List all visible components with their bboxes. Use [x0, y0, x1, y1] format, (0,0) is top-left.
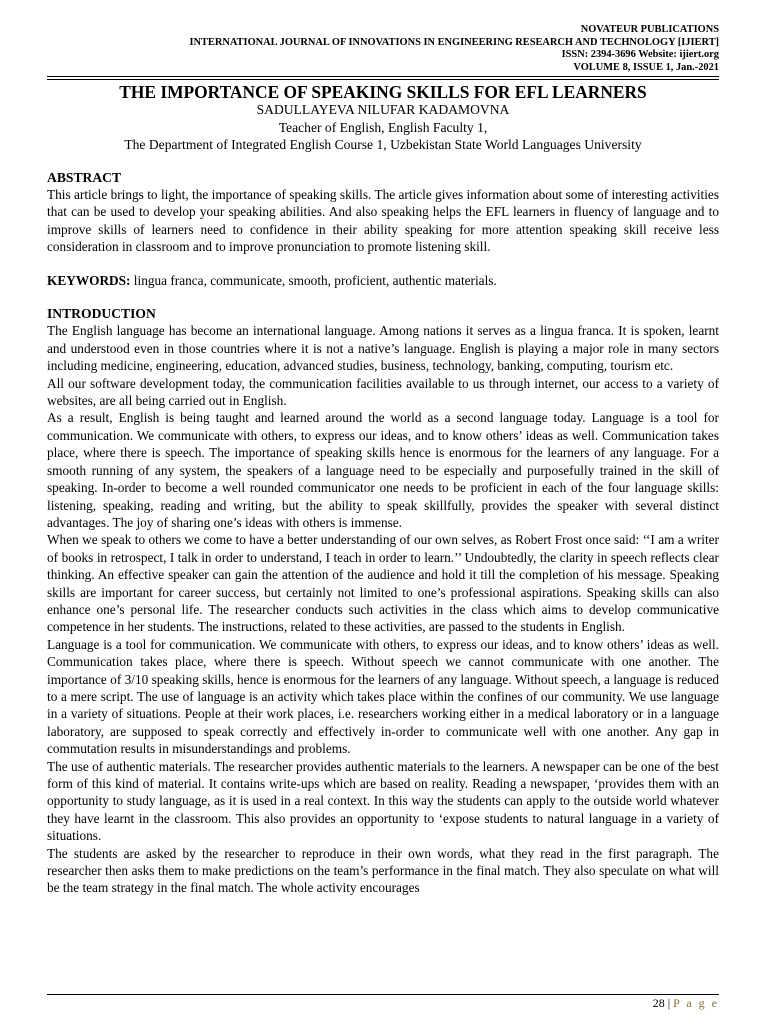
abstract-text: This article brings to light, the importance of speaking skills. The article gives information about some of interesting activities that can be used to develop your speaking abilities. And also speaking helps the EFL learners in fluency of language and to improve skills of learners need to confidence in their ability speaking for more attention speaking skill receive less consideration in classroom and to improve pronunciation to promote listening skill. — [47, 187, 719, 255]
header-rule-thick — [47, 76, 719, 77]
article-title: THE IMPORTANCE OF SPEAKING SKILLS FOR EFL LEARNERS — [119, 82, 647, 103]
author-affiliation-2: The Department of Integrated English Course 1, Uzbekistan State World Languages University — [124, 137, 642, 153]
header-rule-thin — [47, 79, 719, 80]
page-separator: | — [664, 996, 674, 1010]
intro-paragraph: When we speak to others we come to have a better understanding of our own selves, as Robert Frost once said: ‘‘I am a writer of books in retrospect, I talk in order to understand, I teach in order to learn.’’ Undoubtedly, the clarity in speech reflects clear thinking. An effective speaker can gain the attention of the audience and hold it till the completion of his message. Speaking skills are important for career success, but certainly not limited to one’s professional aspirations. Speaking skills can also enhance one’s personal life. The researcher conducts such activities in the class which aims to develop communicative competence in her students. The instructions, related to these activities, are passed to the students in English. — [47, 532, 719, 635]
page — [47, 24, 719, 897]
author-name: SADULLAYEVA NILUFAR KADAMOVNA — [256, 102, 510, 118]
journal-name: INTERNATIONAL JOURNAL OF INNOVATIONS IN ENGINEERING RESEARCH AND TECHNOLOGY [IJIERT] — [189, 36, 719, 48]
introduction-heading: INTRODUCTION — [47, 306, 156, 322]
intro-paragraph: The students are asked by the researcher to reproduce in their own words, what they read in the first paragraph. The researcher then asks them to make predictions on the team’s performance in the final match. They also speculate on what will be the team strategy in the final match. The whole activity encourages — [47, 845, 719, 896]
intro-paragraph: As a result, English is being taught and learned around the world as a second language today. Language is a tool for communication. We communicate with others, to express our ideas, and to know others’ ideas as well. Communication takes place, where there is speech. The importance of speaking skills hence is enormous for the learners of any language. For a smooth running of any system, the speakers of a language need to be especially and purposefully trained in the skill of speaking. In-order to become a well rounded communicator one needs to be proficient in each of the four language skills: listening, speaking, reading and writing, but the ability to speak skillfully, provides the speaker with several distinct advantages. The joy of sharing one’s ideas with others is immense. — [47, 410, 719, 530]
page-number: 28 — [652, 996, 665, 1010]
intro-paragraph: Language is a tool for communication. We communicate with others, to express our ideas, and to know others’ ideas as well. Communication takes place, where there is speech. Without speech we cannot communicate with one another. The importance of 3/10 speaking skills, hence is enormous for the learners of any language. Without speech, a language is reduced to a mere script. The use of language is an activity which takes place within the confines of our community. We use language in a variety of situations. People at their work places, i.e. researchers working either in a medical laboratory or in a language laboratory, are supposed to speak correctly and effectively in-order to communicate well with one another. Any gap in commutation results in misunderstandings and problems. — [47, 636, 719, 757]
keywords-line — [47, 272, 719, 289]
intro-paragraph: All our software development today, the communication facilities available to us through internet, our access to a variety of websites, are all being carried out in English. — [47, 375, 719, 409]
author-affiliation-1: Teacher of English, English Faculty 1, — [278, 119, 488, 135]
publisher-name: NOVATEUR PUBLICATIONS — [580, 24, 719, 35]
abstract-heading: ABSTRACT — [47, 169, 122, 185]
intro-paragraph: The use of authentic materials. The researcher provides authentic materials to the learners. A newspaper can be one of the best form of this kind of material. It contains write-ups which are based on reality. Reading a newspaper, ‘provides them with an opportunity to study language, as it is used in a real context. In this way the students can apply to the outside world whatever they have learnt in the classroom. This also provides an opportunity to ‘expose students to natural language in a variety of situations. — [47, 758, 719, 844]
volume-issue: VOLUME 8, ISSUE 1, Jan.-2021 — [573, 61, 719, 73]
page-footer — [47, 994, 719, 1011]
page-label: P a g e — [673, 996, 719, 1010]
intro-paragraph: The English language has become an international language. Among nations it serves as a lingua franca. It is spoken, learnt and understood even in those countries where it is not a native’s language. English is playing a major role in many sectors including medicine, engineering, education, advanced studies, business, technology, banking, computing, tourism etc. — [47, 323, 719, 374]
keywords-label: KEYWORDS: — [47, 272, 131, 288]
issn-website: ISSN: 2394-3696 Website: ijiert.org — [561, 49, 719, 61]
keywords-text: lingua franca, communicate, smooth, proficient, authentic materials. — [130, 272, 497, 288]
